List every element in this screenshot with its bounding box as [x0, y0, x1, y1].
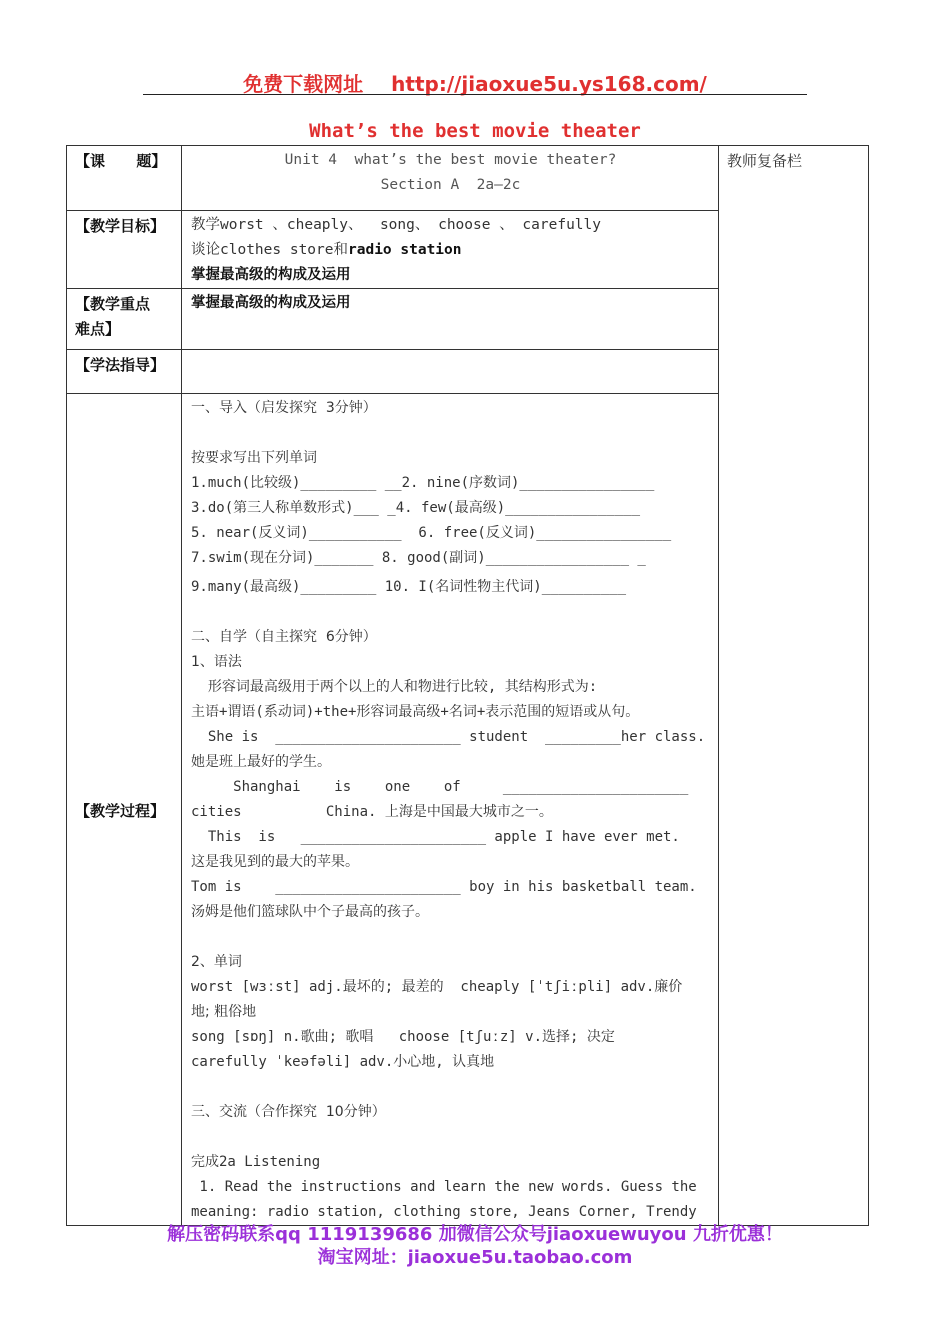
goals-content — [182, 211, 719, 289]
label-key-points: 【教学重点 难点】 — [67, 289, 182, 350]
process-line: 9.many(最高级)_________ 10. I(名词性物主代词)__________ — [191, 579, 627, 595]
process-line: This is ______________________ apple I have ever met. — [191, 829, 680, 845]
footer-shop-url[interactable]: 淘宝网址：jiaoxue5u.taobao.com — [317, 1247, 633, 1268]
process-blank — [191, 600, 710, 625]
process-line: 一、导入（启发探究 3分钟） — [191, 400, 377, 416]
goals-line-1: 教学worst 、cheaply、 song、 choose 、 carefully — [191, 217, 601, 233]
label-process: 【教学过程】 — [67, 394, 182, 1226]
process-line: song [sɒŋ] n.歌曲; 歌唱 choose [tʃuːz] v.选择; 决定 — [191, 1029, 615, 1045]
process-line: 主语+谓语(系动词)+the+形容词最高级+名词+表示范围的短语或从句。 — [191, 704, 640, 720]
process-blank — [191, 1125, 710, 1150]
goals-line-2: 谈论clothes store和radio station — [191, 242, 462, 258]
download-header — [0, 68, 950, 97]
footer-contact: 解压密码联系qq 1119139686 加微信公众号jiaoxuewuyou 九折优惠！ — [167, 1224, 783, 1245]
process-line: 地; 粗俗地 — [191, 1004, 257, 1020]
process-line: Tom is ______________________ boy in his basketball team. — [191, 879, 697, 895]
process-line: 汤姆是他们篮球队中个子最高的孩子。 — [191, 904, 429, 920]
process-line: cities China. 上海是中国最大城市之一。 — [191, 804, 553, 820]
teacher-notes-header: 教师复备栏 — [727, 152, 803, 170]
process-line: 形容词最高级用于两个以上的人和物进行比较, 其结构形式为: — [191, 679, 598, 695]
process-line: 她是班上最好的学生。 — [191, 754, 331, 770]
process-line: meaning: radio station, clothing store, Jeans Corner, Trendy — [191, 1204, 697, 1220]
process-line: 7.swim(现在分词)_______ 8. good(副词)_________________ _ — [191, 550, 646, 566]
process-blank — [191, 925, 710, 950]
download-label: 免费下载网址 — [243, 72, 364, 96]
process-line: carefully ˈkeəfəli] adv.小心地, 认真地 — [191, 1054, 495, 1070]
label-goals: 【教学目标】 — [67, 211, 182, 289]
process-line: 按要求写出下列单词 — [191, 450, 317, 466]
row-topic — [67, 146, 869, 211]
label-topic: 【课 题】 — [67, 146, 182, 211]
document-title: What’s the best movie theater — [309, 120, 641, 142]
process-line: Shanghai is one of ______________________ — [191, 779, 689, 795]
lesson-plan-table — [66, 145, 869, 1226]
header-divider — [143, 94, 807, 95]
process-blank — [191, 1075, 710, 1100]
process-line: 2、单词 — [191, 954, 242, 970]
process-blank — [191, 421, 710, 446]
label-method: 【学法指导】 — [67, 350, 182, 394]
topic-line-1: Unit 4 what’s the best movie theater? — [284, 152, 617, 168]
process-line: 1、语法 — [191, 654, 242, 670]
topic-line-2: Section A 2a—2c — [380, 177, 521, 193]
topic-content — [182, 146, 719, 211]
process-line: 三、交流（合作探究 10分钟） — [191, 1104, 386, 1120]
process-line: 1.much(比较级)_________ __2. nine(序数词)________________ — [191, 475, 655, 491]
process-line: 5. near(反义词)___________ 6. free(反义词)________________ — [191, 525, 672, 541]
method-content — [182, 350, 719, 394]
goals-line-3: 掌握最高级的构成及运用 — [191, 267, 351, 283]
download-url-link[interactable]: http://jiaoxue5u.ys168.com/ — [391, 72, 707, 96]
process-line: 这是我见到的最大的苹果。 — [191, 854, 359, 870]
process-line: 完成2a Listening — [191, 1154, 321, 1170]
teacher-notes-column — [719, 146, 869, 1226]
process-line: 3.do(第三人称单数形式)___ _4. few(最高级)________________ — [191, 500, 641, 516]
key-points-content: 掌握最高级的构成及运用 — [182, 289, 719, 350]
process-line: She is ______________________ student _________her class. — [191, 729, 706, 745]
process-line: 二、自学（自主探究 6分钟） — [191, 629, 377, 645]
process-line: worst [wɜːst] adj.最坏的; 最差的 cheaply [ˈtʃiːpli] adv.廉价 — [191, 979, 683, 995]
process-line: 1. Read the instructions and learn the new words. Guess the — [191, 1179, 697, 1195]
process-content — [182, 394, 719, 1226]
